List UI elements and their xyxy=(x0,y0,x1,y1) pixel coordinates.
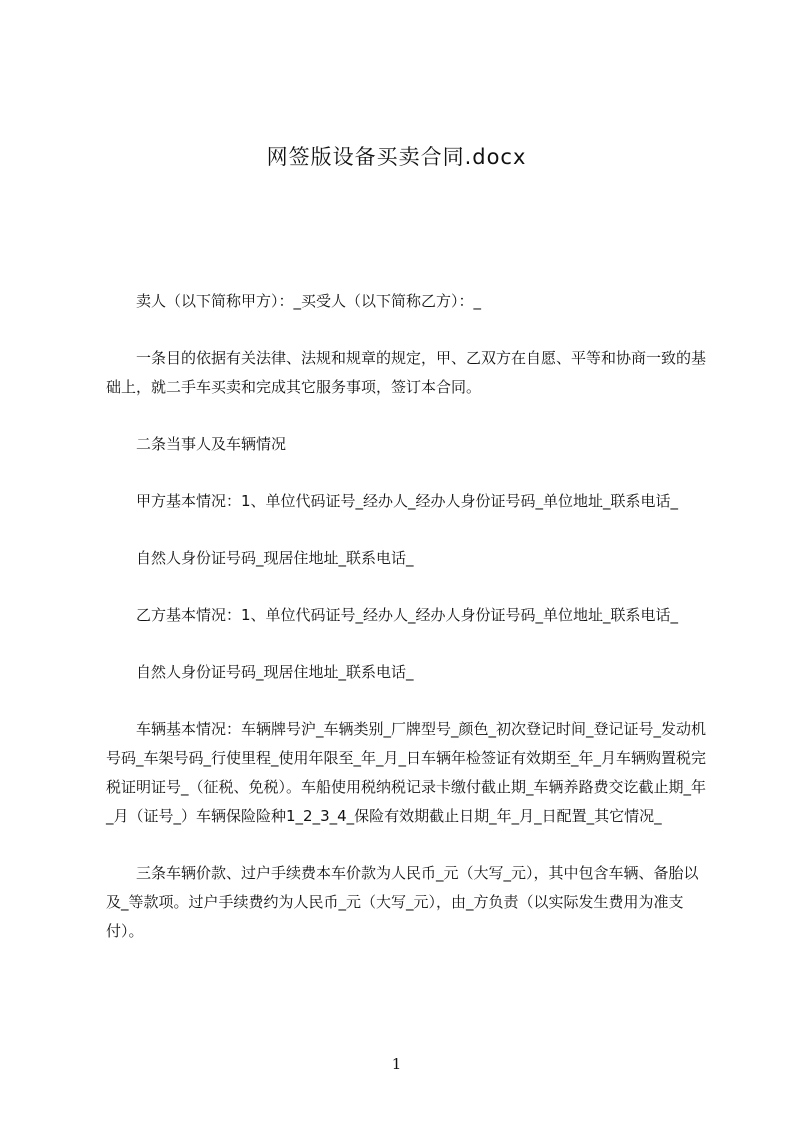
document-title: 网签版设备买卖合同.docx xyxy=(266,145,527,169)
paragraph-party-a-person: 自然人身份证号码_现居住地址_联系电话_ xyxy=(136,549,414,567)
paragraph-article-3: 三条车辆价款、过户手续费本车价款为人民币_元（大写_元），其中包含车辆、备胎以及_等款项。过户手续费约为人民币_元（大写_元），由_方负责（以实际发生费用为准支付）。 xyxy=(106,864,699,940)
paragraph-article-2-heading: 二条当事人及车辆情况 xyxy=(136,435,287,453)
page-number: 1 xyxy=(391,1055,402,1073)
paragraph-party-b-info: 乙方基本情况：1、单位代码证号_经办人_经办人身份证号码_单位地址_联系电话_ xyxy=(136,606,679,624)
document-body xyxy=(106,283,710,946)
paragraph-party-a-info: 甲方基本情况：1、单位代码证号_经办人_经办人身份证号码_单位地址_联系电话_ xyxy=(136,492,679,510)
paragraph-article-1: 一条目的依据有关法律、法规和规章的规定，甲、乙双方在自愿、平等和协商一致的基础上，就二手车买卖和完成其它服务事项，签订本合同。 xyxy=(106,349,707,396)
paragraph-parties: 卖人（以下简称甲方）：_买受人（以下简称乙方）：_ xyxy=(136,292,482,310)
paragraph-party-b-person: 自然人身份证号码_现居住地址_联系电话_ xyxy=(136,663,414,681)
paragraph-vehicle-info: 车辆基本情况：车辆牌号沪_车辆类别_厂牌型号_颜色_初次登记时间_登记证号_发动机号码_车架号码_行使里程_使用年限至_年_月_日车辆年检签证有效期至_年_月车辆购置税完税证明证号_（征税、免税）。车船使用税纳税记录卡缴付截止期_车辆养路费交讫截止期_年_月（证号_）车辆保险险种1_2_3_4_保险有效期截止日期_年_月_日配置_其它情况_ xyxy=(106,720,707,825)
